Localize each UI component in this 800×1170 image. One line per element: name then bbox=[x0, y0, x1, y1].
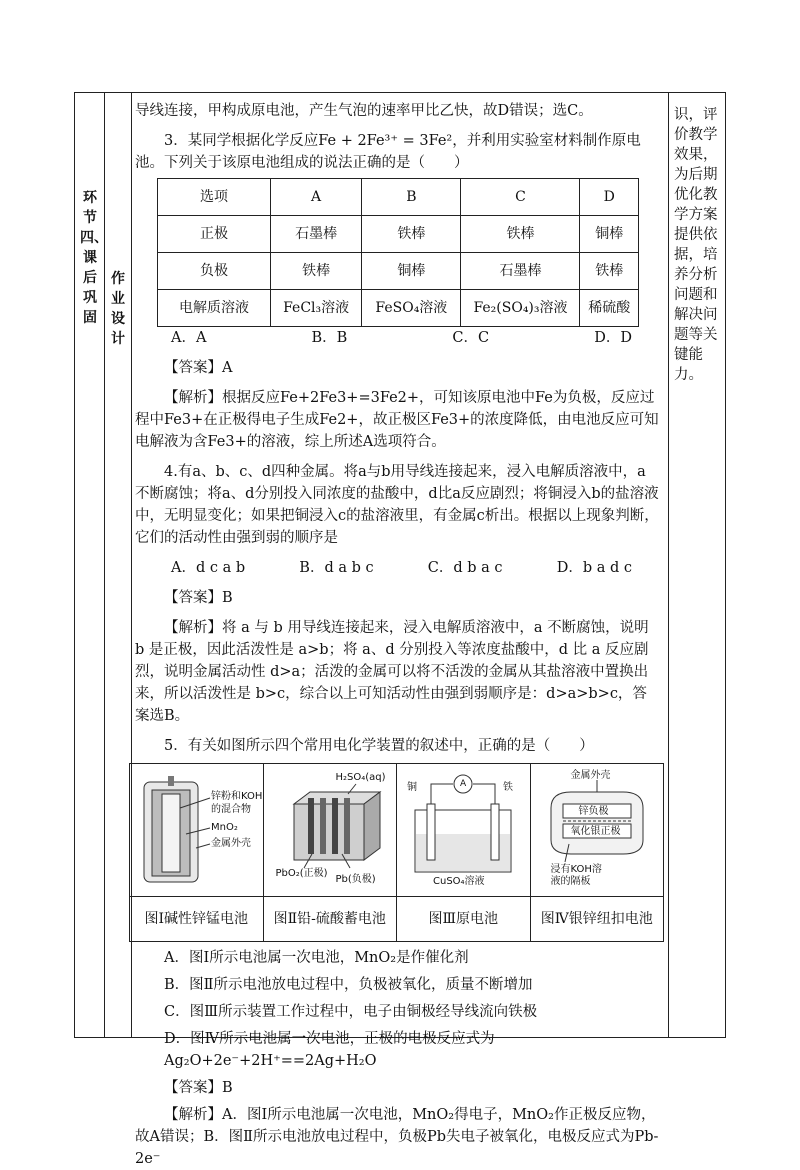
table-row: 负极 铁棒 铜棒 石墨棒 铁棒 bbox=[158, 253, 639, 290]
q5-analysis: 【解析】A．图Ⅰ所示电池属一次电池，MnO₂得电子，MnO₂作正极反应物，故A错误；B．图Ⅱ所示电池放电过程中，负极Pb失电子被氧化，电极反应式为Pb-2e⁻ bbox=[135, 1107, 659, 1167]
q5-option-a: A．图Ⅰ所示电池属一次电池，MnO₂是作催化剂 bbox=[164, 950, 469, 966]
q3-options-table bbox=[157, 178, 639, 327]
figure-4-caption: 图Ⅳ银锌纽扣电池 bbox=[540, 911, 653, 927]
q3-analysis: 【解析】根据反应Fe+2Fe3+=3Fe2+，可知该原电池中Fe为负极，反应过程中Fe3+在正极得电子生成Fe2+，故正极区Fe3+的浓度降低，由电池反应可知电解液为含Fe3+的溶液，综上所述A选项符合。 bbox=[135, 390, 659, 450]
reaction-equation: Fe + 2Fe³⁺ = 3Fe² bbox=[318, 133, 453, 149]
table-row: 电解质溶液 FeCl₃溶液 FeSO₄溶液 Fe₂(SO₄)₃溶液 稀硫酸 bbox=[158, 290, 639, 327]
teaching-note: 识，评价教学效果，为后期优化教学方案提供依据，培养分析问题和解决问题等关键能力。 bbox=[674, 107, 718, 383]
q3-choices: A．A B．B C．C D．D bbox=[171, 330, 632, 346]
figure-3-galvanic-cell: 铜 铁 A CuSO₄溶液 bbox=[397, 764, 531, 896]
figure-2-caption: 图Ⅱ铅-硫酸蓄电池 bbox=[264, 897, 398, 941]
figure-1-caption: 图Ⅰ碱性锌锰电池 bbox=[130, 897, 264, 941]
figure-2-lead-acid-battery: H₂SO₄(aq) PbO₂(正极) Pb(负极) bbox=[264, 764, 398, 896]
figure-1-alkaline-battery: 锌粉和KOH 的混合物 MnO₂ 金属外壳 bbox=[130, 764, 264, 896]
q5-answer: 【答案】B bbox=[164, 1080, 233, 1096]
q4-analysis: 【解析】将 a 与 b 用导线连接起来，浸入电解质溶液中，a 不断腐蚀，说明 b 是正极，因此活泼性是 a>b；将 a、d 分别投入等浓度盐酸中，d 比 a 反应剧烈，说明金属活动性 d>a；活泼的金属可以将不活泼的金属从其盐溶液中置换出来，所以活泼性是 b>c，综合以上可知活动性由强到弱顺序是：d>a>b>c，答案选B。 bbox=[135, 620, 649, 724]
q4-answer: 【答案】B bbox=[164, 590, 233, 606]
alkaline-battery-diagram bbox=[130, 764, 262, 896]
column-divider bbox=[668, 93, 669, 1037]
q5-options bbox=[135, 947, 660, 1072]
question-5: 5．有关如图所示四个常用电化学装置的叙述中，正确的是（ ） bbox=[164, 738, 594, 754]
homework-content bbox=[135, 100, 660, 1170]
q5-option-d: D．图Ⅳ所示电池属一次电池，正极的电极反应式为Ag₂O+2e⁻+2H⁺==2Ag+H₂O bbox=[164, 1031, 495, 1069]
figure-4-button-cell: 金属外壳 锌负极 氧化银正极 浸有KOH溶 液的隔板 bbox=[531, 764, 664, 896]
table-row: 选项 A B C D bbox=[158, 179, 639, 216]
q5-option-c: C．图Ⅲ所示装置工作过程中，电子由铜极经导线流向铁极 bbox=[164, 1004, 538, 1020]
q5-option-b: B．图Ⅱ所示电池放电过程中，负极被氧化，质量不断增加 bbox=[164, 977, 533, 993]
q3-answer: 【答案】A bbox=[164, 360, 233, 376]
figure-3-caption: 图Ⅲ原电池 bbox=[397, 897, 531, 941]
table-row: 正极 石墨棒 铁棒 铁棒 铜棒 bbox=[158, 216, 639, 253]
question-4: 4.有a、b、c、d四种金属。将a与b用导线连接起来，浸入电解质溶液中，a不断腐蚀；将a、d分别投入同浓度的盐酸中，d比a反应剧烈；将铜浸入b的盐溶液中，无明显变化；如果把铜浸入c的盐溶液里，有金属c析出。根据以上现象判断，它们的活动性由强到弱的顺序是 bbox=[135, 464, 659, 546]
q5-figures bbox=[129, 763, 664, 942]
prev-analysis-tail: 导线连接，甲构成原电池，产生气泡的速率甲比乙快，故D错误；选C。 bbox=[135, 103, 593, 119]
type-label: 作业设计 bbox=[111, 271, 125, 347]
q4-choices: A．d c a b B．d a b c C．d b a c D．b a d c bbox=[171, 560, 632, 576]
question-3: 3．某同学根据化学反应Fe + 2Fe³⁺ = 3Fe²，并利用实验室材料制作原电池。下列关于该原电池组成的说法正确的是（ ） bbox=[135, 133, 641, 171]
stage-label: 环节四、课后巩固 bbox=[80, 190, 108, 326]
